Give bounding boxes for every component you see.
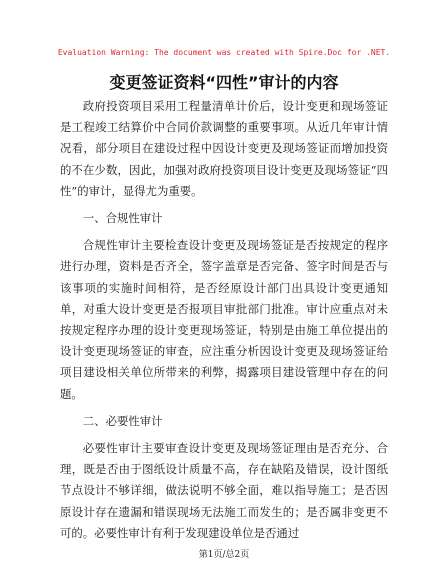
necessity-paragraph: 必要性审计主要审查设计变更及现场签证理由是否充分、合理，既是否由于图纸设计质量不高，存在缺陷及错误，设计图纸节点设计不够详细，做法说明不够全面，难以指导施工；是否因原设计存在遗漏和错误现场无法施工而发生的；是否属非变更不可的。必要性审计有利于发现建设单位是否通过 [60, 441, 388, 540]
section-heading-necessity: 二、必要性审计 [82, 413, 163, 428]
compliance-paragraph: 合规性审计主要检查设计变更及现场签证是否按规定的程序进行办理，资料是否齐全，签字盖章是否完备、签字时间是否与该事项的实施时间相符，是否经原设计部门出具设计变更通知单，对重大设计变更是否报项目审批部门批准。审计应重点对未按规定程序办理的设计变更现场签证，特别是由施工单位提出的设计变更现场签证的审查，应注重分析因设计变更及现场签证给项目建设相关单位所带来的利弊，揭露项目建设管理中存在的问题。 [60, 238, 388, 401]
document-title: 变更签证资料“四性”审计的内容 [109, 73, 339, 92]
section-heading-compliance: 一、合规性审计 [82, 211, 163, 226]
document-body [60, 96, 388, 544]
evaluation-warning: Evaluation Warning: The document was created with Spire.Doc for .NET. [57, 48, 391, 57]
page-footer: 第1页/总2页 [198, 550, 250, 560]
intro-paragraph: 政府投资项目采用工程量清单计价后，设计变更和现场签证是工程竣工结算价中合同价款调整的重要事项。从近几年审计情况看，部分项目在建设过程中因设计变更及现场签证而增加投资的不在少数，因此，加强对政府投资项目设计变更及现场签证“四性”的审计，显得尤为重要。 [60, 99, 388, 198]
